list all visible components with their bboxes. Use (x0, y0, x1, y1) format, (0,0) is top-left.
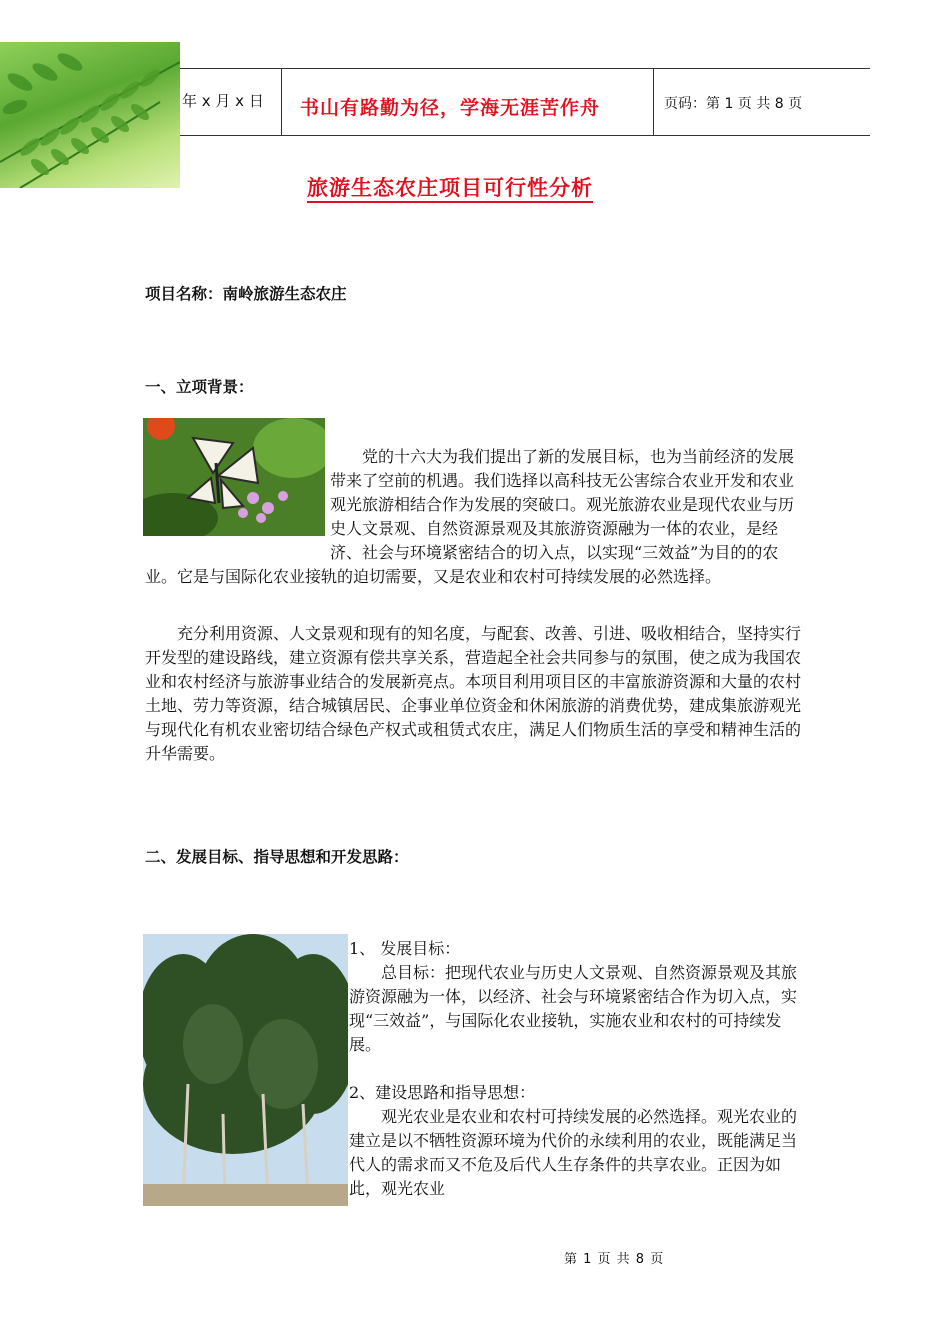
section-heading: 二、发展目标、指导思想和开发思路： (145, 848, 409, 866)
list-item-label: 2、建设思路和指导思想： (349, 1083, 536, 1102)
header-rule-bottom (180, 135, 870, 136)
section2-list (349, 937, 809, 1201)
project-name: 项目名称：南岭旅游生态农庄 (145, 285, 347, 303)
section1-paragraph (145, 445, 809, 589)
section1-paragraph: 充分利用资源、人文景观和现有的知名度，与配套、改善、引进、吸收相结合，坚持实行开发型的建设路线，建立资源有偿共享关系，营造起全社会共同参与的氛围，使之成为我国农业和农村经济与旅游事业结合的发展新亮点。本项目利用项目区的丰富旅游资源和大量的农村土地、劳力等资源，结合城镇居民、企事业单位资金和休闲旅游的消费优势，建成集旅游观光与现代化有机农业密切结合绿色产权式或租赁式农庄，满足人们物质生活的享受和精神生活的升华需要。 (145, 624, 802, 763)
list-item-text: 观光农业是农业和农村可持续发展的必然选择。观光农业的建立是以不牺牲资源环境为代价的永续利用的农业，既能满足当代人的需求而又不危及后代人生存条件的共享农业。正因为如此，观光农业 (349, 1107, 798, 1198)
list-item-text: 总目标：把现代农业与历史人文景观、自然资源景观及其旅游资源融为一体，以经济、社会与环境紧密结合作为切入点，实现“三效益”，与国际化农业接轨，实施农业和农村的可持续发展。 (349, 963, 798, 1054)
header-motto: 书山有路勤为径，学海无涯苦作舟 (300, 97, 601, 119)
footer-page-number: 第 1 页 共 8 页 (564, 1252, 665, 1267)
image-placeholder (145, 445, 330, 565)
list-item-label: 1、 发展目标： (349, 939, 461, 958)
paragraph-text: 党的十六大为我们提出了新的发展目标，也为当前经济的发展带来了空前的机遇。我们选择以高科技无公害综合农业开发和农业观光旅游相结合作为发展的突破口。观光旅游农业是现代农业与历史人文景观、自然资源景观及其旅游资源融为一体的农业，是经济、社会与环境紧密结合的切入点，以实现“三效益”为目的的农业。它是与国际化农业接轨的迫切需要，又是农业和农村可持续发展的必然选择。 (145, 447, 795, 586)
header-date: 年 x 月 x 日 (182, 92, 264, 110)
header-divider (281, 68, 282, 135)
header-divider (653, 68, 654, 135)
section-heading: 一、立项背景： (145, 378, 254, 396)
forest-image (143, 934, 348, 1206)
document-title: 旅游生态农庄项目可行性分析 (307, 176, 593, 200)
header-page-number: 页码：第 1 页 共 8 页 (664, 96, 803, 112)
header-rule-top (180, 68, 870, 69)
fern-leaf-image (0, 42, 180, 188)
